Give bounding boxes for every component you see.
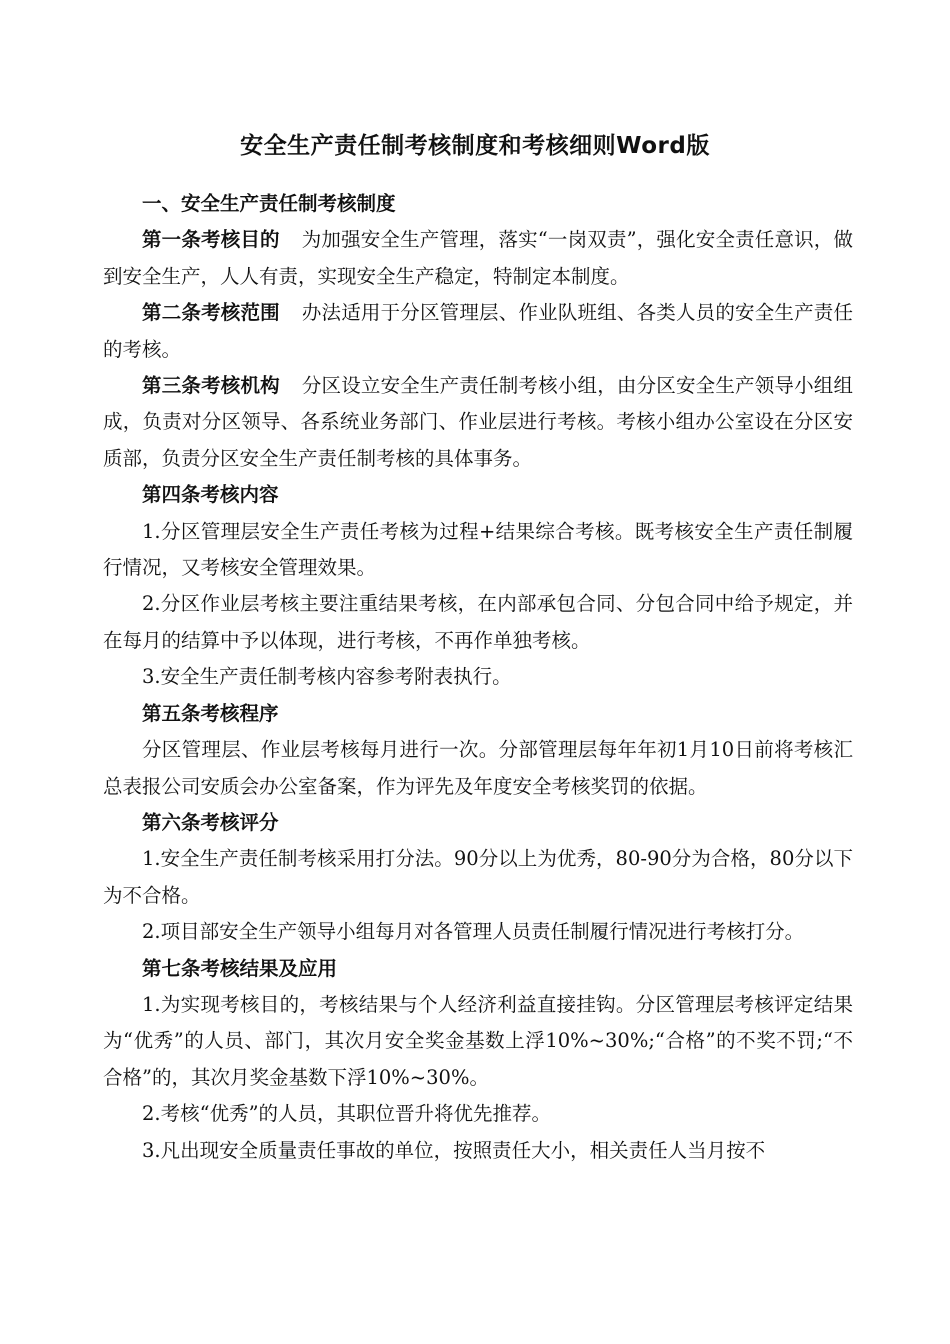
article-7-paragraph: 2.考核“优秀”的人员，其职位晋升将优先推荐。	[142, 1102, 552, 1126]
article-3-heading: 第三条考核机构	[142, 374, 280, 398]
section-heading: 一、安全生产责任制考核制度	[142, 192, 396, 215]
article-7-paragraph: 1.为实现考核目的，考核结果与个人经济利益直接挂钩。分区管理层考核评定结果为“优秀”的人员、部门，其次月安全奖金基数上浮10%~30%;“合格”的不奖不罚;“不合格”的，其次月奖金基数下浮10%~30%。	[103, 992, 853, 1089]
article-6-heading: 第六条考核评分	[142, 810, 279, 834]
article-3	[103, 368, 853, 477]
article-5-heading: 第五条考核程序	[142, 701, 279, 725]
document-title: 安全生产责任制考核制度和考核细则Word版	[240, 133, 710, 159]
article-4-paragraph: 2.分区作业层考核主要注重结果考核，在内部承包合同、分包合同中给予规定，并在每月的结算中予以体现，进行考核，不再作单独考核。	[103, 592, 853, 652]
article-6-paragraph: 1.安全生产责任制考核采用打分法。90分以上为优秀，80-90分为合格，80分以下为不合格。	[103, 847, 853, 907]
article-1	[103, 222, 853, 295]
article-4-paragraph: 1.分区管理层安全生产责任考核为过程+结果综合考核。既考核安全生产责任制履行情况，又考核安全管理效果。	[103, 519, 853, 580]
document-body	[103, 186, 853, 1169]
article-5-paragraph: 分区管理层、作业层考核每月进行一次。分部管理层每年年初1月10日前将考核汇总表报公司安质会办公室备案，作为评先及年度安全考核奖罚的依据。	[103, 738, 853, 798]
article-1-text: 为加强安全生产管理，落实“一岗双责”，强化安全责任意识，做到安全生产，人人有责，实现安全生产稳定，特制定本制度。	[103, 228, 853, 288]
article-3-text: 分区设立安全生产责任制考核小组，由分区安全生产领导小组组成，负责对分区领导、各系统业务部门、作业层进行考核。考核小组办公室设在分区安质部，负责分区安全生产责任制考核的具体事务。	[103, 374, 853, 470]
article-2-heading: 第二条考核范围	[142, 301, 280, 325]
article-4-paragraph: 3.安全生产责任制考核内容参考附表执行。	[142, 665, 512, 689]
article-7-heading: 第七条考核结果及应用	[142, 956, 338, 980]
article-2-text: 办法适用于分区管理层、作业队班组、各类人员的安全生产责任的考核。	[103, 301, 853, 361]
article-2	[103, 295, 853, 368]
article-1-heading: 第一条考核目的	[142, 228, 280, 252]
article-6-paragraph: 2.项目部安全生产领导小组每月对各管理人员责任制履行情况进行考核打分。	[142, 920, 805, 944]
article-4-heading: 第四条考核内容	[142, 483, 279, 507]
article-7-paragraph: 3.凡出现安全质量责任事故的单位，按照责任大小，相关责任人当月按不	[142, 1138, 766, 1162]
